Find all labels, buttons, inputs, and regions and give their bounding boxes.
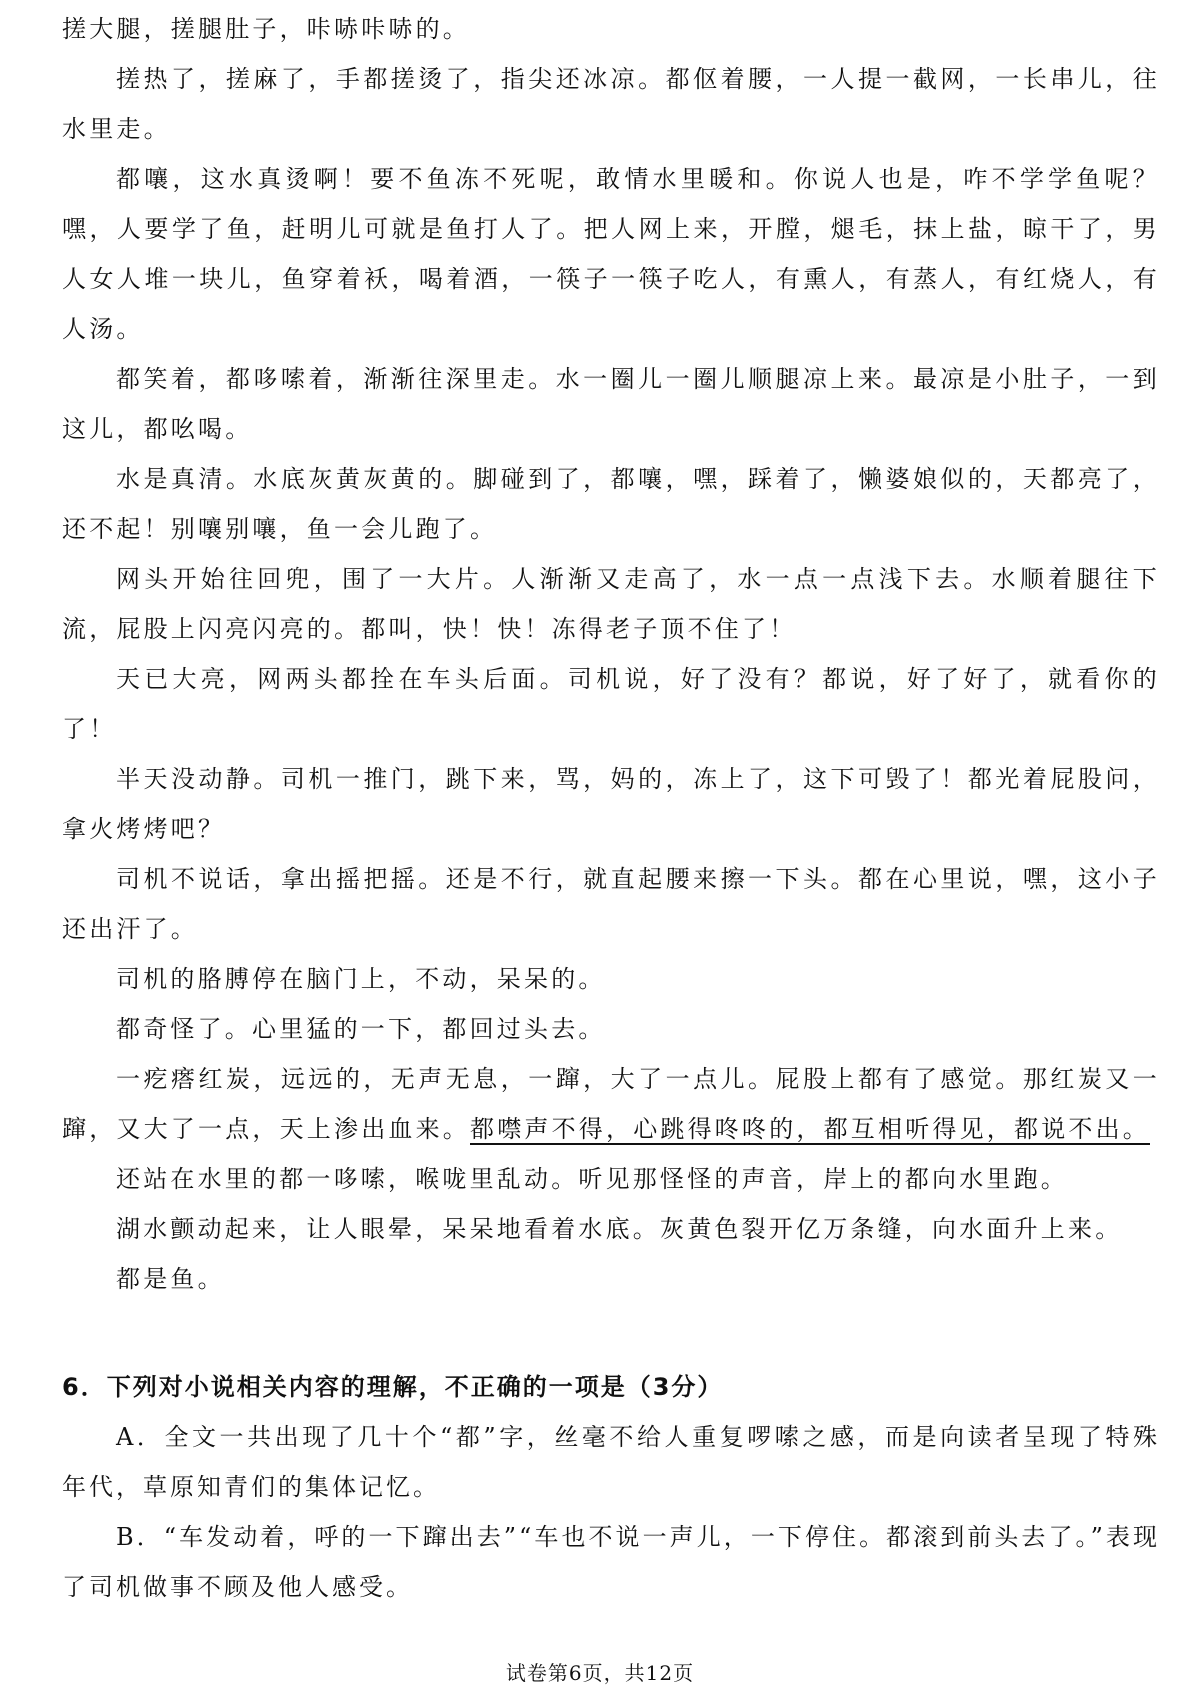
paragraph-text: 网头开始往回兜，围了一大片。人渐渐又走高了，水一点一点浅下去。水顺着腿往下流，屁股上闪亮闪亮的。都叫，快！快！冻得老子顶不住了！ <box>62 565 1160 643</box>
paragraph-4 <box>62 354 1160 454</box>
paragraph-13 <box>62 1154 1160 1204</box>
paragraph-text: 搓热了，搓麻了，手都搓烫了，指尖还冰凉。都伛着腰，一人提一截网，一长串儿，往水里走。 <box>62 65 1160 143</box>
paragraph-14 <box>62 1204 1160 1254</box>
paragraph-5 <box>62 454 1160 554</box>
question-6 <box>62 1362 1160 1612</box>
paragraph-text: 都笑着，都哆嗦着，渐渐往深里走。水一圈儿一圈儿顺腿凉上来。最凉是小肚子，一到这儿，都吆喝。 <box>62 365 1160 443</box>
paragraph-text: 还站在水里的都一哆嗦，喉咙里乱动。听见那怪怪的声音，岸上的都向水里跑。 <box>116 1165 1068 1193</box>
exam-page <box>62 4 1160 1612</box>
paragraph-text: 水是真清。水底灰黄灰黄的。脚碰到了，都嚷，嘿，踩着了，懒婆娘似的，天都亮了，还不起！别嚷别嚷，鱼一会儿跑了。 <box>62 465 1160 543</box>
paragraph-text: 一疙瘩红炭，远远的，无声无息，一蹿，大了一点儿。屁股上都有了感觉。那红炭又一蹿，又大了一点，天上渗出血来。 <box>62 1065 1160 1143</box>
paragraph-text: 司机不说话，拿出摇把摇。还是不行，就直起腰来擦一下头。都在心里说，嘿，这小子还出汗了。 <box>62 865 1160 943</box>
option-b: B．“车发动着，呼的一下蹿出去”“车也不说一声儿，一下停住。都滚到前头去了。”表现了司机做事不顾及他人感受。 <box>62 1523 1160 1601</box>
paragraph-11 <box>62 1004 1160 1054</box>
option-a: A．全文一共出现了几十个“都”字，丝毫不给人重复啰嗦之感，而是向读者呈现了特殊年代，草原知青们的集体记忆。 <box>62 1423 1160 1501</box>
question-title: 6．下列对小说相关内容的理解，不正确的一项是（3分） <box>62 1373 724 1401</box>
paragraph-12 <box>62 1054 1160 1154</box>
paragraph-text: 都奇怪了。心里猛的一下，都回过头去。 <box>116 1015 606 1043</box>
passage <box>62 4 1160 1304</box>
paragraph-6 <box>62 554 1160 654</box>
paragraph-9 <box>62 854 1160 954</box>
paragraph-text: 天已大亮，网两头都拴在车头后面。司机说，好了没有？都说，好了好了，就看你的了！ <box>62 665 1160 743</box>
paragraph-text: 都嚷，这水真烫啊！要不鱼冻不死呢，敢情水里暖和。你说人也是，咋不学学鱼呢？嘿，人要学了鱼，赶明儿可就是鱼打人了。把人网上来，开膛，煺毛，抹上盐，晾干了，男人女人堆一块儿，鱼穿着袄，喝着酒，一筷子一筷子吃人，有熏人，有蒸人，有红烧人，有人汤。 <box>62 165 1160 343</box>
paragraph-text: 搓大腿，搓腿肚子，咔哧咔哧的。 <box>62 15 470 43</box>
paragraph-8 <box>62 754 1160 854</box>
paragraph-text: 半天没动静。司机一推门，跳下来，骂，妈的，冻上了，这下可毁了！都光着屁股问，拿火烤烤吧？ <box>62 765 1160 843</box>
page-footer: 试卷第6页，共12页 <box>505 1661 695 1685</box>
paragraph-1 <box>62 4 1160 54</box>
paragraph-text: 湖水颤动起来，让人眼晕，呆呆地看着水底。灰黄色裂开亿万条缝，向水面升上来。 <box>116 1215 1123 1243</box>
underlined-sentence: 都噤声不得，心跳得咚咚的，都互相听得见，都说不出。 <box>470 1115 1150 1143</box>
paragraph-3 <box>62 154 1160 354</box>
paragraph-10 <box>62 954 1160 1004</box>
paragraph-text: 都是鱼。 <box>116 1265 225 1293</box>
paragraph-2 <box>62 54 1160 154</box>
paragraph-7 <box>62 654 1160 754</box>
paragraph-15 <box>62 1254 1160 1304</box>
paragraph-text: 司机的胳膊停在脑门上，不动，呆呆的。 <box>116 965 606 993</box>
